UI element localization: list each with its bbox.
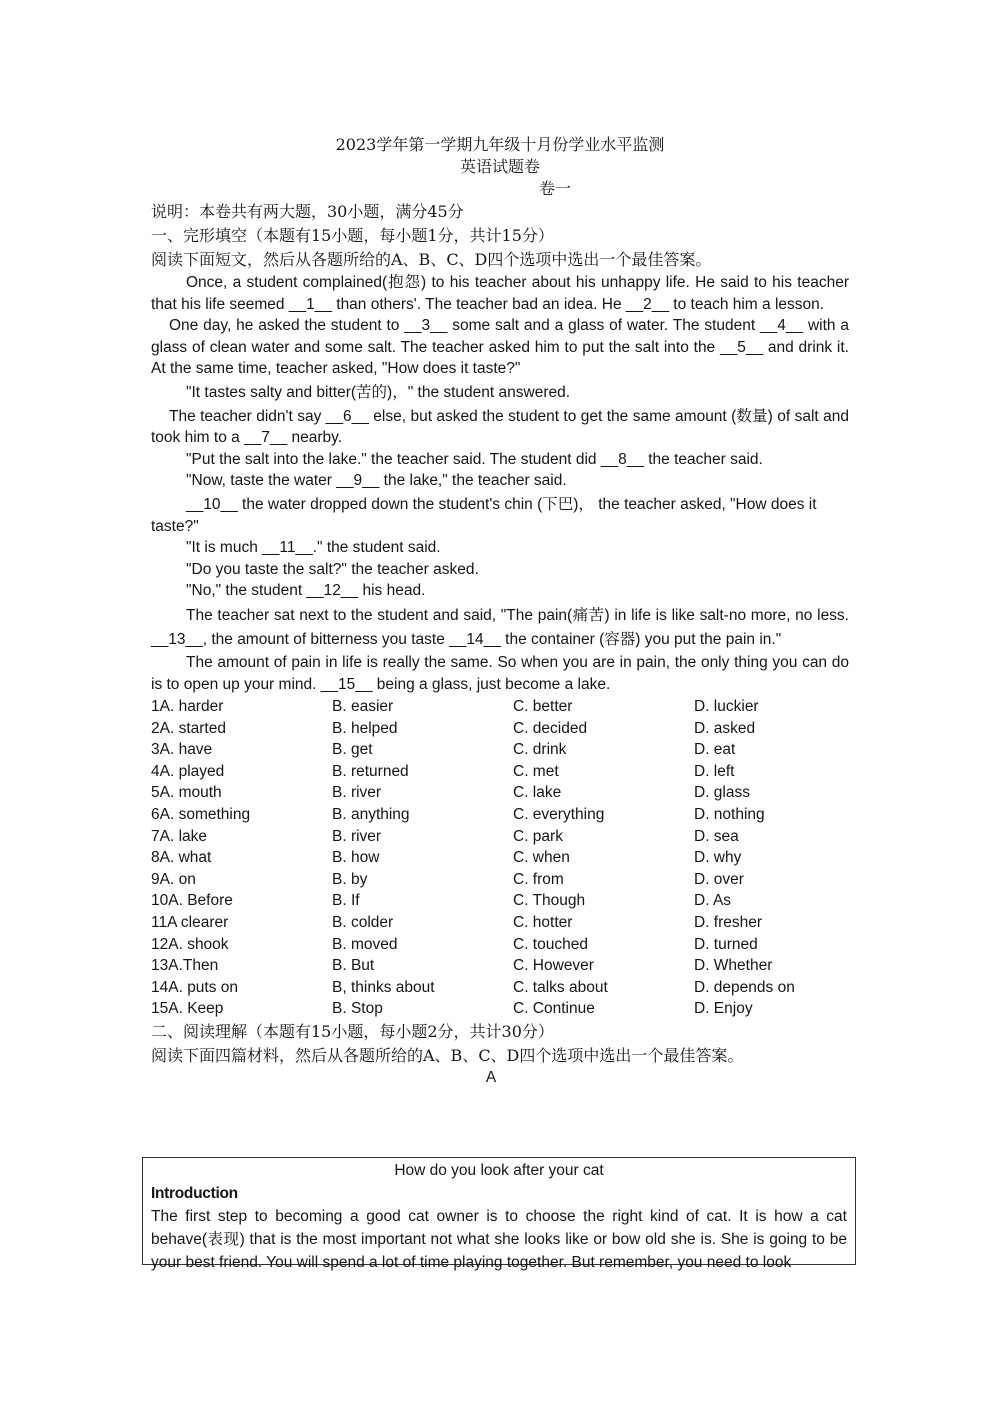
option-d: D. sea <box>694 827 739 845</box>
option-row <box>151 804 849 826</box>
option-a: 10A. Before <box>151 892 233 910</box>
option-row <box>151 718 849 740</box>
option-b: B. colder <box>332 914 394 932</box>
option-a: 5A. mouth <box>151 784 222 802</box>
option-b: B. helped <box>332 719 398 737</box>
option-a: 8A. what <box>151 849 212 867</box>
cloze-paragraph: Once, a student complained(抱怨) to his teacher about his unhappy life. He said to his teacher that his life seemed __1__ than others'. The teacher bad an idea. He __2__ to teach him a lesson. <box>151 274 849 313</box>
option-c: C. decided <box>513 719 588 737</box>
option-b: B. If <box>332 892 360 910</box>
option-c: C. touched <box>513 935 588 953</box>
part1-heading: 一、完形填空（本题有15小题，每小题1分，共计15分） <box>151 226 554 245</box>
option-c: C. However <box>513 957 594 975</box>
option-b: B. returned <box>332 762 409 780</box>
option-a: 11A clearer <box>151 914 229 932</box>
option-d: D. left <box>694 762 735 780</box>
option-c: C. drink <box>513 741 567 759</box>
option-row <box>151 934 849 956</box>
option-d: D. Whether <box>694 957 773 975</box>
exam-note: 说明：本卷共有两大题，30小题，满分45分 <box>151 202 464 221</box>
option-b: B. anything <box>332 806 410 824</box>
option-a: 6A. something <box>151 806 251 824</box>
option-c: C. talks about <box>513 978 608 996</box>
cloze-paragraph: One day, he asked the student to __3__ some salt and a glass of water. The student __4__ with a glass of clean water and some salt. The teacher asked him to put the salt into the __5__ and drink it. At the same time, teacher asked, "How does it taste?" <box>151 317 849 378</box>
option-row <box>151 696 849 718</box>
option-row <box>151 977 849 999</box>
cloze-paragraph: "No," the student __12__ his head. <box>186 582 426 600</box>
option-c: C. Though <box>513 892 586 910</box>
option-row <box>151 869 849 891</box>
option-c: C. when <box>513 849 570 867</box>
option-a: 15A. Keep <box>151 1000 224 1018</box>
option-c: C. everything <box>513 806 605 824</box>
cloze-paragraph: "It is much __11__." the student said. <box>186 539 441 557</box>
option-d: D. over <box>694 870 744 888</box>
option-a: 9A. on <box>151 870 196 888</box>
option-b: B. Stop <box>332 1000 383 1018</box>
exam-volume: 卷一 <box>538 179 571 198</box>
cloze-paragraph: __10__ the water dropped down the student's chin (下巴)， the teacher asked, "How does it <box>186 495 817 513</box>
cloze-paragraph: The teacher didn't say __6__ else, but asked the student to get the same amount (数量) of salt and took him to a __7__ nearby. <box>151 407 849 447</box>
option-d: D. fresher <box>694 914 763 932</box>
option-row <box>151 955 849 977</box>
option-c: C. from <box>513 870 564 888</box>
option-d: D. depends on <box>694 978 795 996</box>
cloze-paragraph: "Put the salt into the lake." the teacher said. The student did __8__ the teacher said. <box>186 450 763 468</box>
option-row <box>151 761 849 783</box>
intro-heading: Introduction <box>151 1185 238 1202</box>
option-c: C. hotter <box>513 914 573 932</box>
exam-subject: 英语试题卷 <box>459 157 540 176</box>
option-b: B. river <box>332 827 382 845</box>
intro-text: The first step to becoming a good cat owner is to choose the right kind of cat. It is how a cat behave(表现) that is the most important not what she looks like or bow old she is. She is going to be your best friend. You will spend a lot of time playing together. But remember, you need to look <box>151 1208 847 1271</box>
option-row <box>151 890 849 912</box>
cloze-paragraph: "Now, taste the water __9__ the lake," the teacher said. <box>186 472 567 490</box>
option-row <box>151 826 849 848</box>
option-b: B. moved <box>332 935 398 953</box>
option-d: D. why <box>694 849 742 867</box>
option-b: B. But <box>332 957 375 975</box>
option-a: 14A. puts on <box>151 978 239 996</box>
option-b: B. easier <box>332 698 394 716</box>
option-b: B, thinks about <box>332 978 435 996</box>
part2-heading: 二、阅读理解（本题有15小题，每小题2分，共计30分） <box>151 1022 554 1041</box>
option-d: D. Enjoy <box>694 1000 753 1018</box>
cloze-paragraph: "Do you taste the salt?" the teacher asked. <box>186 560 479 578</box>
option-b: B. by <box>332 870 368 888</box>
option-a: 2A. started <box>151 719 226 737</box>
exam-page <box>151 134 849 1088</box>
passage-title: How do you look after your cat <box>394 1162 604 1179</box>
option-c: C. better <box>513 698 573 716</box>
cloze-paragraph: "It tastes salty and bitter(苦的)，" the student answered. <box>186 383 571 401</box>
option-row <box>151 912 849 934</box>
option-a: 3A. have <box>151 741 213 759</box>
option-c: C. Continue <box>513 1000 595 1018</box>
option-a: 1A. harder <box>151 698 224 716</box>
option-d: D. glass <box>694 784 750 802</box>
option-a: 4A. played <box>151 762 225 780</box>
option-c: C. park <box>513 827 563 845</box>
cloze-paragraph: taste?" <box>151 517 199 535</box>
option-d: D. eat <box>694 741 736 759</box>
option-d: D. As <box>694 892 732 910</box>
option-c: C. lake <box>513 784 562 802</box>
cloze-paragraph: The amount of pain in life is really the same. So when you are in pain, the only thing you can do is to open up your mind. __15__ being a glass, just become a lake. <box>151 653 849 693</box>
option-row <box>151 998 849 1020</box>
option-a: 12A. shook <box>151 935 229 953</box>
option-row <box>151 739 849 761</box>
options-list <box>151 696 849 1020</box>
option-row <box>151 847 849 869</box>
option-c: C. met <box>513 762 559 780</box>
part1-direction: 阅读下面短文，然后从各题所给的A、B、C、D四个选项中选出一个最佳答案。 <box>151 250 712 269</box>
option-row <box>151 782 849 804</box>
option-d: D. luckier <box>694 698 759 716</box>
section-label: A <box>485 1069 497 1086</box>
option-d: D. nothing <box>694 806 765 824</box>
option-d: D. asked <box>694 719 756 737</box>
option-b: B. how <box>332 849 380 867</box>
option-d: D. turned <box>694 935 758 953</box>
option-a: 13A.Then <box>151 957 219 975</box>
exam-title: 2023学年第一学期九年级十月份学业水平监测 <box>335 135 665 154</box>
cloze-paragraph: The teacher sat next to the student and said, "The pain(痛苦) in life is like salt-no more, no less. __13__, the amount of bitterness you taste __14__ the container (容器) you put the pain in." <box>151 606 849 648</box>
option-b: B. get <box>332 741 373 759</box>
part2-direction: 阅读下面四篇材料，然后从各题所给的A、B、C、D四个选项中选出一个最佳答案。 <box>151 1046 744 1065</box>
reading-passage-box <box>142 1157 856 1271</box>
option-b: B. river <box>332 784 382 802</box>
option-a: 7A. lake <box>151 827 208 845</box>
